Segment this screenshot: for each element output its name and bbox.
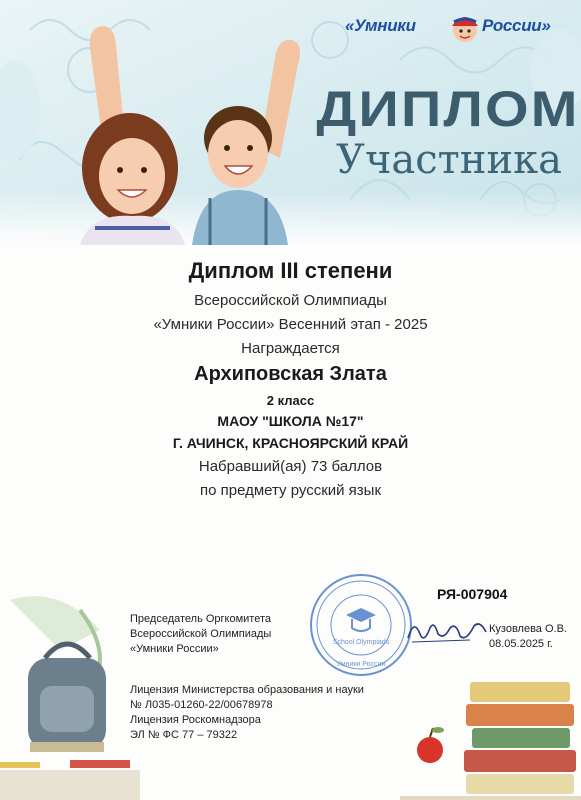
license-line-4: ЭЛ № ФС 77 – 79322 <box>130 729 238 741</box>
children-illustration <box>60 18 330 245</box>
license-line-2: № Л035-01260-22/00678978 <box>130 699 273 711</box>
header-banner <box>0 0 581 245</box>
brand-logo <box>345 8 575 48</box>
backpack-illustration <box>0 590 140 800</box>
awarded-label: Награждается <box>241 340 340 357</box>
olympiad-line-2: «Умники России» Весенний этап - 2025 <box>153 316 428 333</box>
diploma-title: ДИПЛОМ <box>316 81 580 137</box>
license-line-1: Лицензия Министерства образования и науки <box>130 684 364 696</box>
stamp-center-text: School Olympiads <box>332 639 390 646</box>
diploma-subtitle: Участника <box>336 137 562 183</box>
signer-block <box>489 622 567 652</box>
recipient-name: Архиповская Злата <box>194 363 387 385</box>
brand-name-right: России» <box>482 16 551 35</box>
degree-heading: Диплом III степени <box>188 258 393 283</box>
score-line: Набравший(ая) 73 баллов <box>198 458 383 475</box>
license-block <box>130 683 364 743</box>
grade-label: 2 класс <box>266 393 315 408</box>
subject-line: по предмету русский язык <box>199 482 382 499</box>
stamp-ring-text: Умники России <box>336 661 386 668</box>
sign-date: 08.05.2025 г. <box>489 638 553 650</box>
registration-number: РЯ-007904 <box>437 586 508 602</box>
chair-line-1: Председатель Оргкомитета <box>130 613 272 625</box>
books-illustration <box>400 660 581 800</box>
chair-block <box>130 612 271 657</box>
olympiad-line-1: Всероссийской Олимпиады <box>194 292 387 309</box>
school-name: МАОУ "ШКОЛА №17" <box>217 413 364 429</box>
signer-name: Кузовлева О.В. <box>489 623 567 635</box>
mascot-icon <box>448 8 482 48</box>
chair-line-2: Всероссийской Олимпиады <box>130 628 272 640</box>
chair-line-3: «Умники России» <box>130 643 219 655</box>
city-region: Г. АЧИНСК, КРАСНОЯРСКИЙ КРАЙ <box>172 435 409 451</box>
brand-name-left: «Умники <box>345 16 416 35</box>
license-line-3: Лицензия Роскомнадзора <box>130 714 261 726</box>
signature <box>400 610 490 650</box>
